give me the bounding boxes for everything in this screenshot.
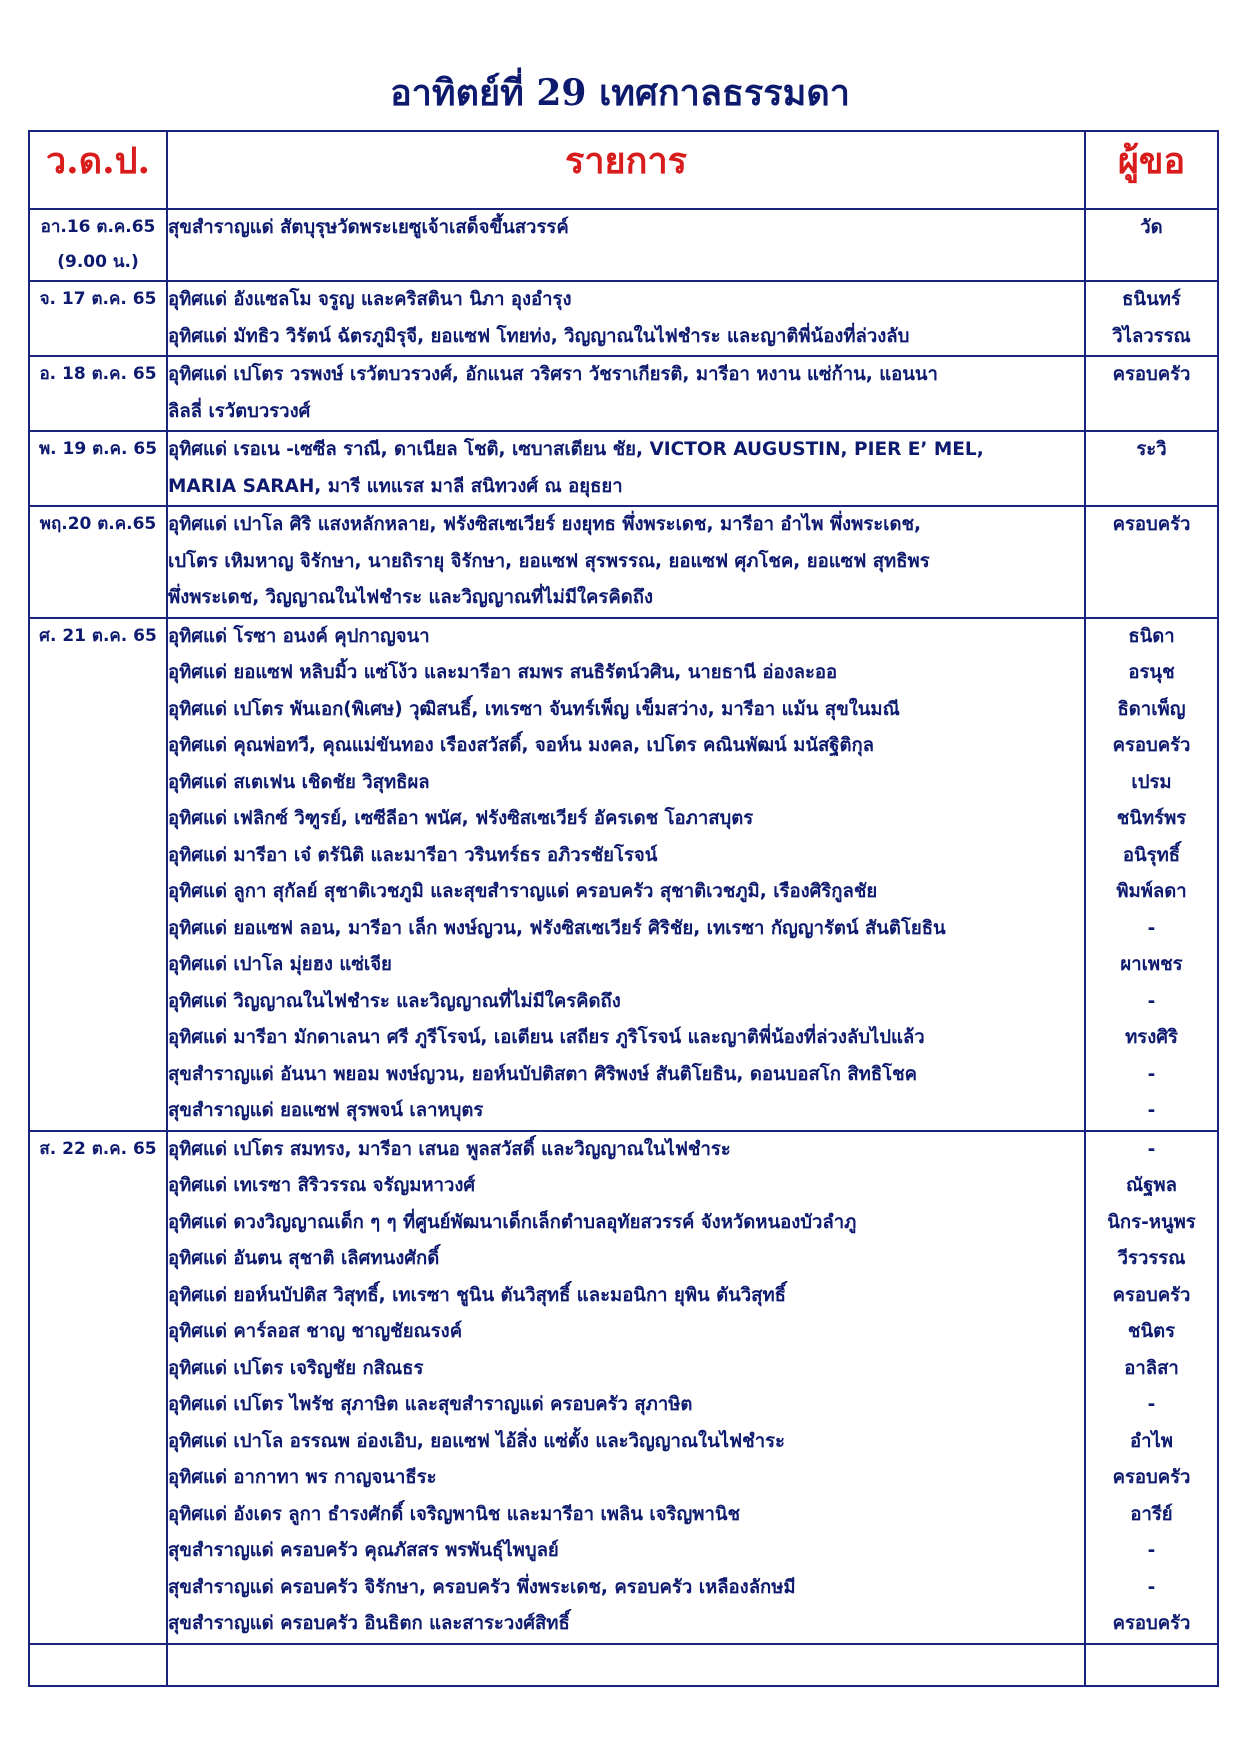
requester-name: ธนินทร์ (1122, 289, 1181, 310)
requester-name: อนิรุทธิ์ (1122, 844, 1181, 866)
intention-line: ลิลลี่ เรวัตบวรวงศ์ (168, 400, 311, 422)
date-cell (29, 506, 167, 618)
items-cell (167, 431, 1085, 506)
requester-name: - (1147, 1100, 1156, 1121)
date-text: อา.16 ต.ค.65 (40, 217, 156, 237)
date-cell (29, 618, 167, 1131)
intention-line: เปโตร เหิมหาญ จิรักษา, นายถิรายุ จิรักษา, ยอแซฟ สุรพรรณ, ยอแซฟ ศุภโชค, ยอแซฟ สุทธิพร (168, 550, 930, 572)
date-text: จ. 17 ต.ค. 65 (39, 289, 157, 309)
intention-line: อุทิศแด่ อังแซลโม จรูญ และคริสตินา นิภา อุงอำรุง (168, 289, 572, 310)
intention-line: พึ่งพระเดช, วิญญาณในไฟชำระ และวิญญาณที่ไม่มีใครคิดถึง (168, 587, 653, 608)
date-text: (9.00 น.) (57, 252, 139, 272)
intention-line: อุทิศแด่ ยอห์นบัปติส วิสุทธิ์, เทเรซา ชูนิน ตันวิสุทธิ์ และมอนิกา ยุพิน ตันวิสุทธิ์ (168, 1284, 786, 1306)
requester-name: - (1147, 1063, 1156, 1085)
requester-name: ครอบครัว (1112, 735, 1191, 756)
empty-cell (167, 1644, 1085, 1686)
intention-line: อุทิศแด่ มารีอา เจ๋ ตรันิติ และมารีอา วรินทร์ธร อภิวรชัยโรจน์ (168, 844, 658, 866)
table-header-row (29, 131, 1218, 209)
header-requester: ผู้ขอ (1085, 131, 1218, 209)
requester-name: ครอบครัว (1112, 514, 1191, 535)
intention-line: อุทิศแด่ ยอแซฟ ลอน, มารีอา เล็ก พงษ์ญวน, ฟรังซิสเซเวียร์ ศิริชัย, เทเรซา กัญญารัตน์ สันติโยธิน (168, 917, 946, 939)
items-cell (167, 209, 1085, 281)
intention-line: อุทิศแด่ อากาทา พร กาญจนาธีระ (168, 1467, 437, 1488)
empty-cell (1085, 1644, 1218, 1686)
intention-line: อุทิศแด่ เปโตร วรพงษ์ เรวัตบวรวงศ์, อักแนส วริศรา วัชราเกียรติ, มารีอา หงาน แซ่ก้าน, แอนนา (168, 364, 938, 385)
table-row (29, 1131, 1218, 1644)
items-cell (167, 618, 1085, 1131)
requester-name: ครอบครัว (1112, 1613, 1191, 1634)
intention-line: สุขสำราญแด่ ครอบครัว คุณภัสสร พรพันธุ์ไพบูลย์ (168, 1540, 559, 1561)
intention-line: สุขสำราญแด่ ครอบครัว อินธิตก และสาระวงศ์สิทธิ์ (168, 1613, 570, 1634)
intention-line: อุทิศแด่ สเตเฟน เชิดชัย วิสุทธิผล (168, 771, 430, 793)
requester-name: - (1147, 1394, 1156, 1415)
intention-line: อุทิศแด่ อันตน สุชาติ เลิศทนงศักดิ์ (168, 1248, 440, 1269)
date-text: อ. 18 ต.ค. 65 (39, 364, 157, 384)
requester-cell (1085, 506, 1218, 618)
table-row (29, 506, 1218, 618)
requester-name: - (1147, 1540, 1156, 1561)
requester-name: ชนิทร์พร (1116, 808, 1187, 829)
intention-line: อุทิศแด่ ดวงวิญญาณเด็ก ๆ ๆ ที่ศูนย์พัฒนาเด็กเล็กตำบลอุทัยสวรรค์ จังหวัดหนองบัวลำภู (168, 1211, 857, 1233)
items-cell (167, 506, 1085, 618)
intention-line: อุทิศแด่ วิญญาณในไฟชำระ และวิญญาณที่ไม่มีใครคิดถึง (168, 990, 621, 1012)
requester-name: ผาเพชร (1120, 954, 1183, 975)
intention-line: อุทิศแด่ เปาโล อรรณพ อ่องเอิบ, ยอแซฟ ไอ้สิ่ง แซ่ตั้ง และวิญญาณในไฟชำระ (168, 1430, 785, 1452)
requester-name: ครอบครัว (1112, 1467, 1191, 1488)
intention-line: อุทิศแด่ เปาโล มุ่ยฮง แซ่เจีย (168, 954, 392, 975)
requester-name: ณัฐพล (1126, 1175, 1177, 1196)
requester-name: - (1147, 1138, 1156, 1160)
requester-name: ธิดาเพ็ญ (1117, 698, 1186, 720)
requester-name: ธนิดา (1128, 625, 1175, 647)
requester-cell (1085, 431, 1218, 506)
requester-name: อรนุช (1128, 662, 1175, 683)
requester-cell (1085, 209, 1218, 281)
requester-name: ระวิ (1136, 439, 1167, 460)
intention-line: สุขสำราญแด่ ครอบครัว จิรักษา, ครอบครัว พึ่งพระเดช, ครอบครัว เหลืองลักษมี (168, 1576, 796, 1598)
intention-line: อุทิศแด่ คาร์ลอส ชาญ ชาญชัยณรงค์ (168, 1321, 463, 1342)
table-row-continued (29, 1644, 1218, 1686)
intention-line: อุทิศแด่ เปโตร พันเอก(พิเศษ) วุฒิสนธิ์, เทเรซา จันทร์เพ็ญ เข็มสว่าง, มารีอา แม้น สุขในมณี (168, 698, 900, 720)
requester-name: อารีย์ (1130, 1503, 1173, 1525)
requester-cell (1085, 618, 1218, 1131)
intention-line: อุทิศแด่ คุณพ่อทวี, คุณแม่ขันทอง เรืองสวัสดิ์, จอห์น มงคล, เปโตร คณินพัฒน์ มนัสฐิติกุล (168, 735, 875, 756)
intention-line: อุทิศแด่ มารีอา มักดาเลนา ศรี ภูรีโรจน์, เอเตียน เสถียร ภูริโรจน์ และญาติพี่น้องที่ล่วงลับไปแล้ว (168, 1027, 925, 1048)
intention-line: อุทิศแด่ อังเดร ลูกา ธำรงศักดิ์ เจริญพานิช และมารีอา เพลิน เจริญพานิช (168, 1503, 741, 1525)
requester-name: เปรม (1131, 771, 1172, 793)
intention-line: สุขสำราญแด่ อันนา พยอม พงษ์ญวน, ยอห์นบัปติสตา ศิริพงษ์ สันติโยธิน, ดอนบอสโก สิทธิโชค (168, 1063, 918, 1085)
requester-name: พิมพ์ลดา (1116, 881, 1187, 902)
intention-line: อุทิศแด่ เฟลิกซ์ วิฑูรย์, เซซีลีอา พนัศ, ฟรังซิสเซเวียร์ อัครเดช โอภาสบุตร (168, 808, 754, 829)
empty-cell (29, 1644, 167, 1686)
page-title: อาทิตย์ที่ 29 เทศกาลธรรมดา (390, 72, 850, 114)
requester-name: - (1147, 990, 1156, 1012)
date-cell (29, 209, 167, 281)
intention-line: อุทิศแด่ เปโตร เจริญชัย กสิณธร (168, 1357, 424, 1379)
intention-line: อุทิศแด่ เปโตร สมทรง, มารีอา เสนอ พูลสวัสดิ์ และวิญญาณในไฟชำระ (168, 1138, 731, 1160)
table-row (29, 281, 1218, 356)
requester-name: วัด (1140, 217, 1163, 238)
table-row (29, 618, 1218, 1131)
table-row (29, 209, 1218, 281)
intention-line: สุขสำราญแด่ สัตบุรุษวัดพระเยซูเจ้าเสด็จขึ้นสวรรค์ (168, 217, 569, 238)
requester-name: ครอบครัว (1112, 364, 1191, 385)
date-cell (29, 356, 167, 431)
intention-line: อุทิศแด่ ลูกา สุกัลย์ สุชาติเวชภูมิ และสุขสำราญแด่ ครอบครัว สุชาติเวชภูมิ, เรืองศิริกูลชัย (168, 881, 878, 902)
table-row (29, 356, 1218, 431)
date-cell (29, 1131, 167, 1644)
intention-line: อุทิศแด่ โรซา อนงค์ คุปกาญจนา (168, 625, 430, 647)
date-text: พ. 19 ต.ค. 65 (38, 439, 158, 459)
items-cell (167, 1131, 1085, 1644)
date-cell (29, 281, 167, 356)
requester-cell (1085, 356, 1218, 431)
date-text: พฤ.20 ต.ค.65 (39, 514, 157, 534)
requester-cell (1085, 1131, 1218, 1644)
items-cell (167, 356, 1085, 431)
requester-name: ทรงศิริ (1125, 1027, 1178, 1048)
intention-line: อุทิศแด่ เทเรซา สิริวรรณ จรัญมหาวงศ์ (168, 1175, 476, 1196)
requester-name: วิไลวรรณ (1112, 325, 1191, 347)
requester-name: - (1147, 917, 1156, 939)
intention-line: อุทิศแด่ เปาโล ศิริ แสงหลักหลาย, ฟรังซิสเซเวียร์ ยงยุทธ พึ่งพระเดช, มารีอา อำไพ พึ่งพระเดช, (168, 514, 922, 535)
header-items: รายการ (167, 131, 1085, 209)
requester-name: นิกร-หนูพร (1107, 1211, 1196, 1233)
header-date: ว.ด.ป. (29, 131, 167, 209)
intention-line: อุทิศแด่ ยอแซฟ หลิบมิ้ว แซ่โง้ว และมารีอา สมพร สนธิรัตน์วศิน, นายธานี อ่องละออ (168, 662, 838, 683)
requester-name: วีรวรรณ (1117, 1248, 1186, 1269)
requester-cell (1085, 281, 1218, 356)
intention-line: อุทิศแด่ เรอเน -เซซีล ราณี, ดาเนียล โชติ, เซบาสเตียน ชัย, VICTOR AUGUSTIN, PIER E’ MEL, (168, 439, 984, 460)
table-row (29, 431, 1218, 506)
requester-name: - (1147, 1576, 1156, 1598)
intention-line: อุทิศแด่ มัทธิว วิรัตน์ ฉัตรภูมิรุจี, ยอแซฟ โทยท่ง, วิญญาณในไฟชำระ และญาติพี่น้องที่ล่วงลับ (168, 325, 910, 347)
items-cell (167, 281, 1085, 356)
date-cell (29, 431, 167, 506)
intention-line: สุขสำราญแด่ ยอแซฟ สุรพจน์ เลาหบุตร (168, 1100, 484, 1121)
requester-name: ชนิตร (1127, 1321, 1176, 1342)
date-text: ศ. 21 ต.ค. 65 (39, 625, 157, 646)
requester-name: ครอบครัว (1112, 1284, 1191, 1306)
intention-line: อุทิศแด่ เปโตร ไพรัช สุภาษิต และสุขสำราญแด่ ครอบครัว สุภาษิต (168, 1394, 693, 1415)
requester-name: อำไพ (1130, 1430, 1173, 1452)
requester-name: อาลิสา (1124, 1357, 1179, 1379)
intention-line: MARIA SARAH, มารี แทแรส มาลี สนิทวงศ์ ณ อยุธยา (168, 475, 623, 497)
date-text: ส. 22 ต.ค. 65 (39, 1138, 157, 1159)
mass-intention-table (28, 130, 1219, 1687)
